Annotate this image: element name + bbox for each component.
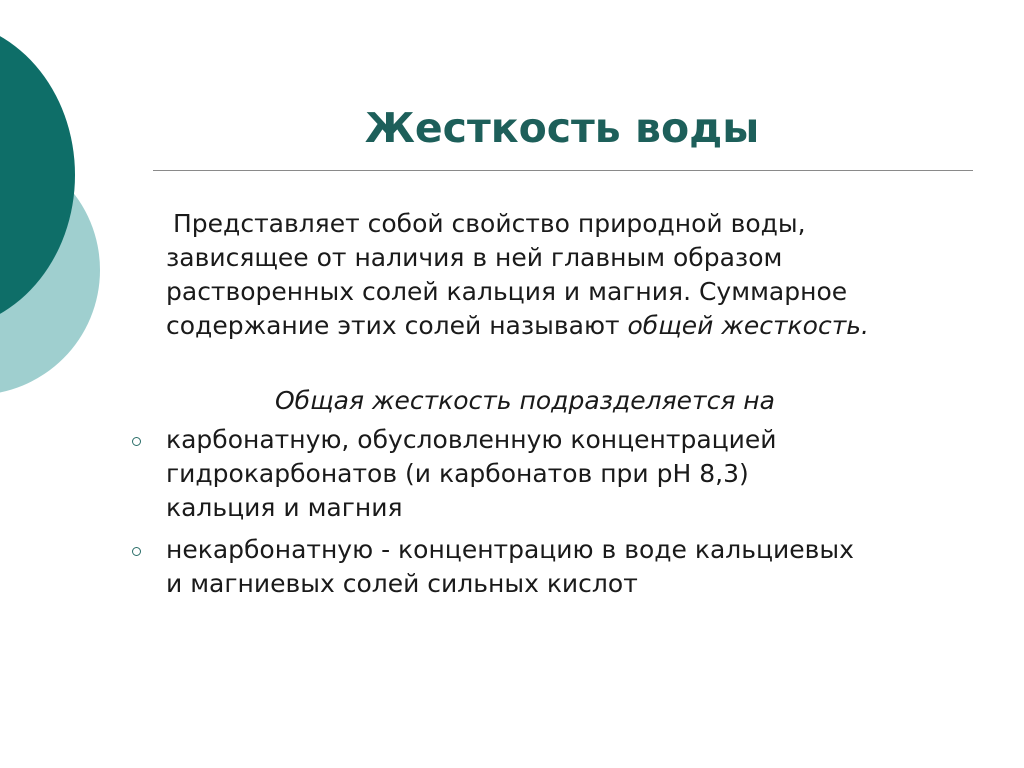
bullet-1-line-3: кальция и магния [166, 493, 403, 522]
paragraph-line-1: Представляет собой свойство природной воды, [173, 209, 806, 238]
definition-paragraph [166, 207, 986, 343]
paragraph-line-4: содержание этих солей называют [166, 311, 628, 340]
bullet-2-line-1: некарбонатную - концентрацию в воде кальциевых [166, 535, 854, 564]
slide-title: Жесткость воды [364, 104, 760, 152]
bullet-1-line-2: гидрокарбонатов (и карбонатов при рН 8,3) [166, 459, 749, 488]
bullet-2-line-2: и магниевых солей сильных кислот [166, 569, 638, 598]
paragraph-line-2: зависящее от наличия в ней главным образом [166, 243, 783, 272]
bullet-list [126, 423, 986, 609]
subheading: Общая жесткость подразделяется на [275, 386, 775, 415]
bullet-item-noncarbonate [126, 533, 986, 601]
title-divider [153, 170, 973, 171]
paragraph-line-3: растворенных солей кальция и магния. Суммарное [166, 277, 848, 306]
circle-bullet-icon [132, 437, 141, 446]
paragraph-emphasis: общей жесткость. [627, 311, 869, 340]
circle-bullet-icon [132, 547, 141, 556]
bullet-item-carbonate [126, 423, 986, 525]
bullet-1-line-1: карбонатную, обусловленную концентрацией [166, 425, 777, 454]
